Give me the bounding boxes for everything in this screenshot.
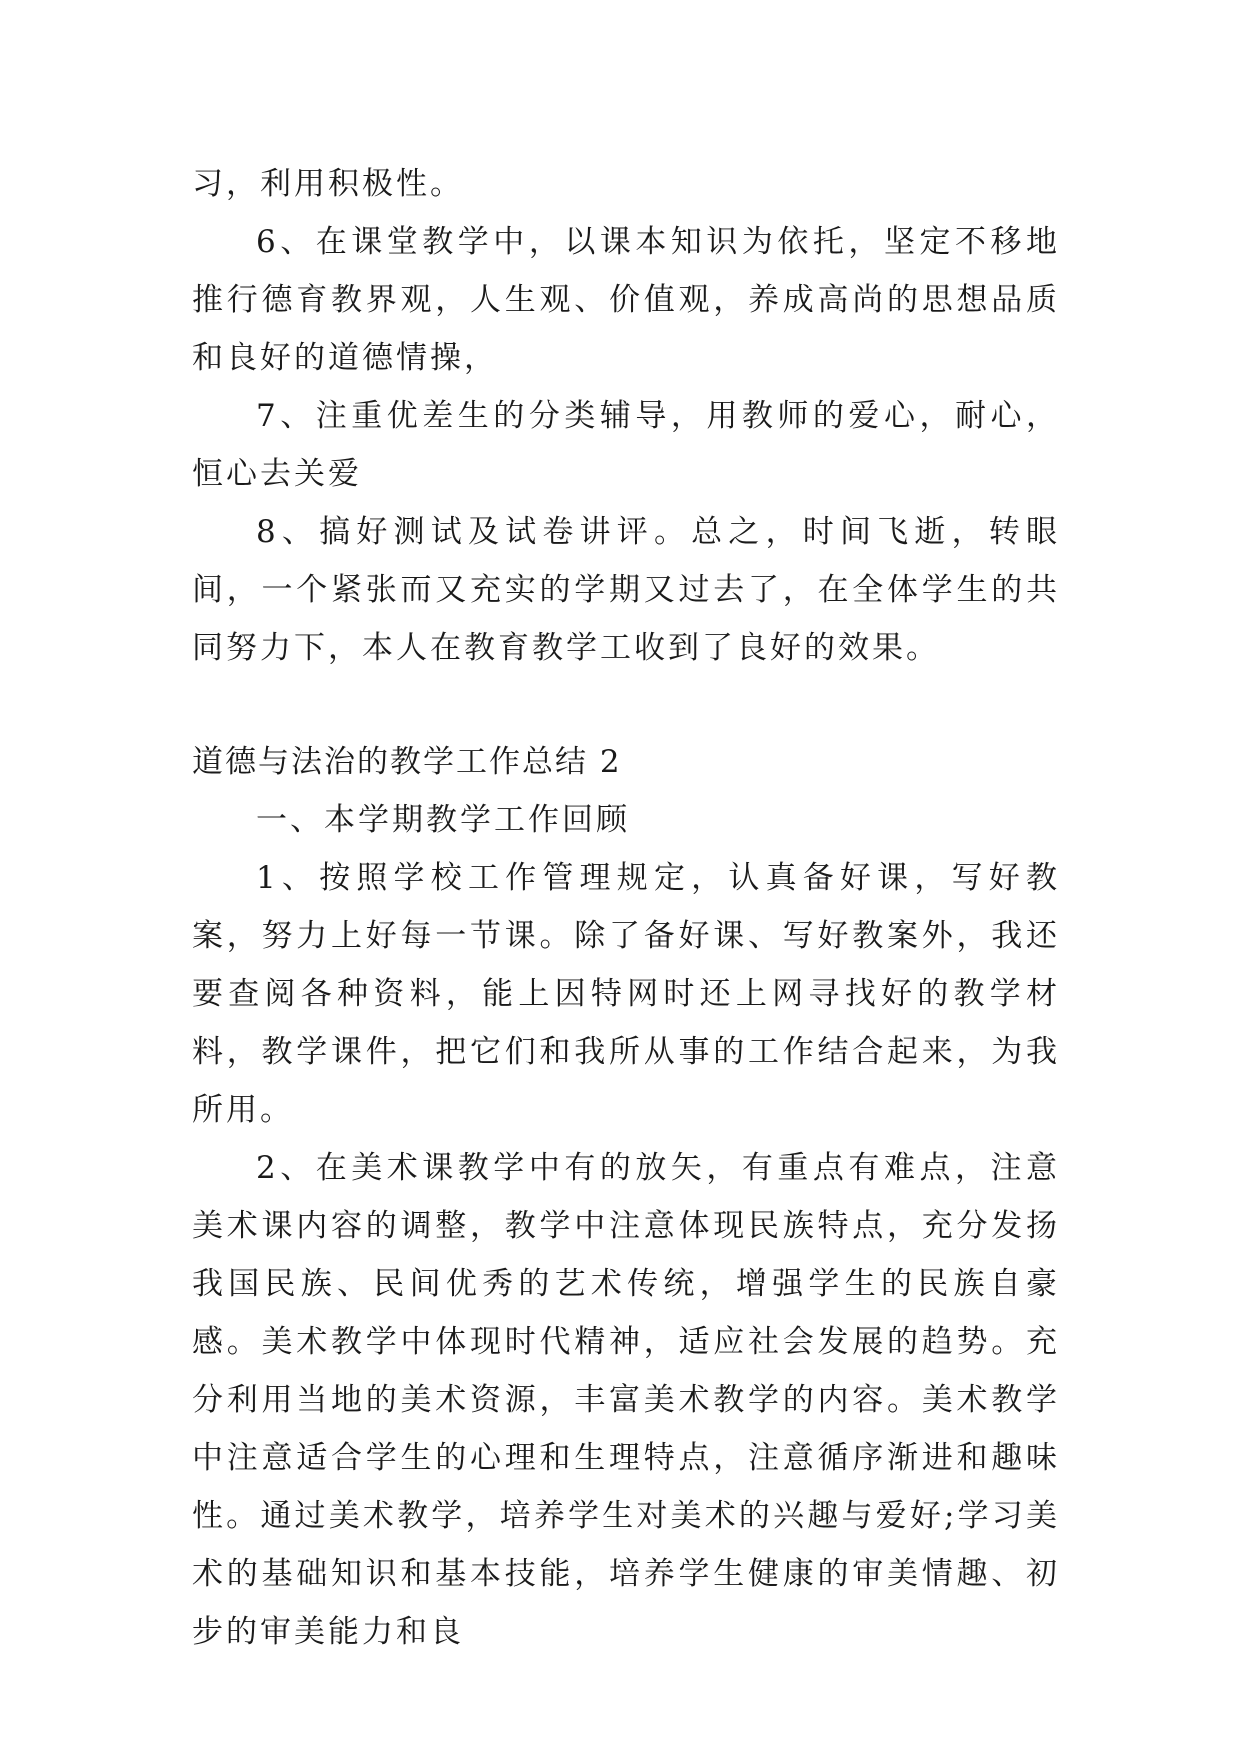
paragraph-item-2: 2、在美术课教学中有的放矢，有重点有难点，注意美术课内容的调整，教学中注意体现民族特点，充分发扬我国民族、民间优秀的艺术传统，增强学生的民族自豪感。美术教学中体现时代精神，适应社会发展的趋势。充分利用当地的美术资源，丰富美术教学的内容。美术教学中注意适合学生的心理和生理特点，注意循序渐进和趣味性。通过美术教学，培养学生对美术的兴趣与爱好;学习美术的基础知识和基本技能，培养学生健康的审美情趣、初步的审美能力和良: [192, 1150, 1060, 1650]
section-title: 道德与法治的教学工作总结 2: [192, 744, 622, 780]
paragraph-item-7: 7、注重优差生的分类辅导，用教师的爱心，耐心，恒心去关爱: [192, 398, 1060, 492]
document-body: [192, 155, 1060, 1661]
section-spacer: [192, 677, 1060, 733]
paragraph-item-8: 8、搞好测试及试卷讲评。总之，时间飞逝，转眼间，一个紧张而又充实的学期又过去了，在全体学生的共同努力下，本人在教育教学工收到了良好的效果。: [192, 514, 1060, 666]
paragraph-item-1: 1、按照学校工作管理规定，认真备好课，写好教案，努力上好每一节课。除了备好课、写好教案外，我还要查阅各种资料，能上因特网时还上网寻找好的教学材料，教学课件，把它们和我所从事的工作结合起来，为我所用。: [192, 860, 1060, 1128]
paragraph-continuation: 习，利用积极性。: [192, 166, 464, 202]
paragraph-item-6: 6、在课堂教学中，以课本知识为依托，坚定不移地推行德育教界观，人生观、价值观，养成高尚的思想品质和良好的道德情操，: [192, 224, 1060, 376]
section-subtitle: 一、本学期教学工作回顾: [256, 802, 630, 838]
